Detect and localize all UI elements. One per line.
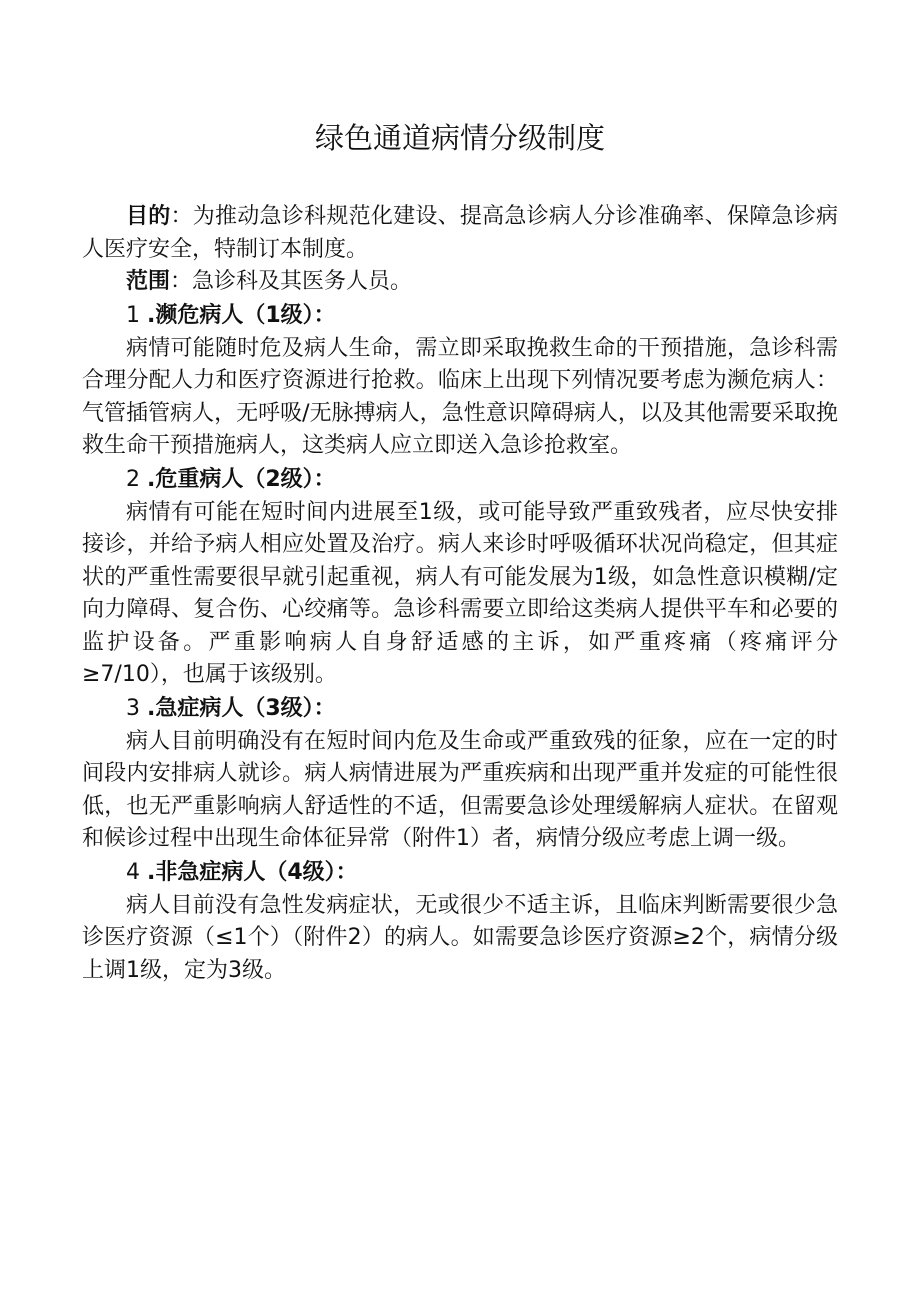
section-number: 3 bbox=[126, 695, 140, 721]
document-title: 绿色通道病情分级制度 bbox=[314, 121, 605, 155]
section-body-3: 病人目前明确没有在短时间内危及生命或严重致残的征象，应在一定的时间段内安排病人就诊。病人病情进展为严重疾病和出现严重并发症的可能性很低，也无严重影响病人舒适性的不适，但需要急诊处理缓解病人症状。在留观和候诊过程中出现生命体征异常（附件1）者，病情分级应考虑上调一级。 bbox=[82, 728, 838, 851]
section-heading-4 bbox=[82, 856, 838, 890]
section-title: .危重病人（2级）： bbox=[147, 466, 336, 492]
scope-label: 范围 bbox=[126, 269, 171, 294]
section-title: .濒危病人（1级）： bbox=[147, 302, 336, 328]
section-number: 2 bbox=[126, 466, 140, 492]
scope-text: ：急诊科及其医务人员。 bbox=[170, 269, 413, 294]
section-title: .非急症病人（4级）： bbox=[147, 859, 358, 885]
section-heading-2 bbox=[82, 463, 838, 497]
section-body-4: 病人目前没有急性发病症状，无或很少不适主诉，且临床判断需要很少急诊医疗资源（≤1个）（附件2）的病人。如需要急诊医疗资源≥2个，病情分级上调1级，定为3级。 bbox=[82, 892, 838, 983]
scope-paragraph bbox=[82, 266, 838, 299]
purpose-label: 目的 bbox=[126, 204, 171, 229]
purpose-text: ：为推动急诊科规范化建设、提高急诊病人分诊准确率、保障急诊病人医疗安全，特制订本制度。 bbox=[82, 204, 838, 262]
document-body bbox=[82, 201, 838, 987]
section-number: 1 bbox=[126, 302, 140, 328]
section-title: .急症病人（3级）： bbox=[147, 695, 336, 721]
purpose-paragraph bbox=[82, 201, 838, 266]
section-body-2: 病情有可能在短时间内进展至1级，或可能导致严重致残者，应尽快安排接诊，并给予病人相应处置及治疗。病人来诊时呼吸循环状况尚稳定，但其症状的严重性需要很早就引起重视，病人有可能发展为1级，如急性意识模糊/定向力障碍、复合伤、心绞痛等。急诊科需要立即给这类病人提供平车和必要的监护设备。严重影响病人自身舒适感的主诉，如严重疼痛（疼痛评分≥7/10），也属于该级别。 bbox=[82, 499, 838, 687]
section-heading-3 bbox=[82, 692, 838, 726]
section-heading-1 bbox=[82, 299, 838, 333]
section-number: 4 bbox=[126, 859, 140, 885]
section-body-1: 病情可能随时危及病人生命，需立即采取挽救生命的干预措施，急诊科需合理分配人力和医疗资源进行抢救。临床上出现下列情况要考虑为濒危病人：气管插管病人，无呼吸/无脉搏病人，急性意识障碍病人，以及其他需要采取挽救生命干预措施病人，这类病人应立即送入急诊抢救室。 bbox=[82, 335, 838, 458]
